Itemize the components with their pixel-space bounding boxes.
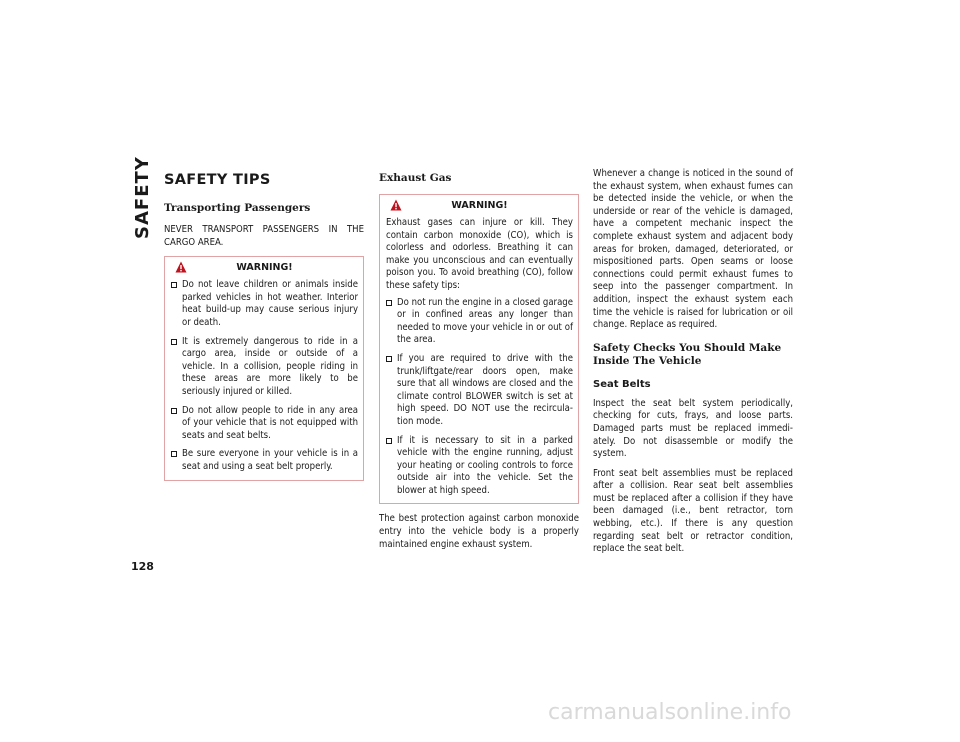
subhead-safety-checks: Safety Checks You Should Make Inside The Vehicle <box>593 341 782 367</box>
warning-list <box>386 297 573 498</box>
list-item: It is extremely dangerous to ride in a cargo area, inside or outside of a vehicle. In a collision, people riding in these areas are more likely to be seriously injured or killed. <box>171 336 358 399</box>
list-item: Do not run the engine in a closed garage or in confined areas any longer than needed to move your vehicle in or out of the area. <box>386 297 573 347</box>
subhead-transporting-passengers: Transporting Passengers <box>164 202 311 214</box>
warning-label: WARNING! <box>236 262 293 274</box>
checkbox-bullet-icon <box>171 408 177 414</box>
checkbox-bullet-icon <box>171 339 177 345</box>
column-middle <box>379 168 579 558</box>
warning-header <box>171 257 358 279</box>
section-title: SAFETY TIPS <box>164 172 271 188</box>
list-item: If it is necessary to sit in a parked vehicle with the engine running, adjust your heating or cooling controls to force outside air into the vehicle. Set the blower at high speed. <box>386 435 573 498</box>
warning-list <box>171 279 358 473</box>
checkbox-bullet-icon <box>171 282 177 288</box>
subhead-seat-belts: Seat Belts <box>593 378 651 390</box>
list-item: Be sure everyone in your vehicle is in a seat and using a seat belt properly. <box>171 448 358 473</box>
list-item: Do not leave children or animals inside parked vehicles in hot weather. Interior heat build-up may cause serious injury or death. <box>171 279 358 329</box>
checkbox-bullet-icon <box>171 451 177 457</box>
list-item: If you are required to drive with the trunk/liftgate/rear doors open, make sure that all windows are closed and the climate control BLOWER switch is set at high speed. DO NOT use the recircula-tion mode. <box>386 353 573 429</box>
seat-belt-replace-paragraph: Front seat belt assemblies must be replaced after a collision. Rear seat belt assemblies must be replaced after a collision if they have been damaged (i.e., bent retractor, torn webbing, etc.). If there is any question regarding seat belt or retractor condition, replace the seat belt. <box>593 467 793 555</box>
column-right <box>593 168 793 563</box>
warning-triangle-icon <box>175 261 187 273</box>
exhaust-inspection-paragraph: Whenever a change is noticed in the sound of the exhaust system, when exhaust fumes can be detected inside the vehicle, or when the underside or rear of the vehicle is damaged, have a competent mechanic inspect the complete exhaust system and adjacent body areas for broken, damaged, deteriorated, or mispositioned parts. Open seams or loose connections could permit exhaust fumes to seep into the passenger compartment. In addition, inspect the exhaust system each time the vehicle is raised for lubrication or oil change. Replace as required. <box>593 168 793 331</box>
section-tab-label: SAFETY <box>132 156 153 239</box>
watermark: carmanualsonline.info <box>548 700 792 725</box>
checkbox-bullet-icon <box>386 438 392 444</box>
exhaust-protection-paragraph: The best protection against carbon monoxide entry into the vehicle body is a properly maintained engine exhaust system. <box>379 513 579 550</box>
warning-triangle-icon <box>390 199 402 211</box>
column-left <box>164 168 364 481</box>
subhead-exhaust-gas: Exhaust Gas <box>379 172 452 184</box>
warning-box-exhaust <box>379 194 579 504</box>
list-item: Do not allow people to ride in any area of your vehicle that is not equipped with seats and seat belts. <box>171 405 358 443</box>
checkbox-bullet-icon <box>386 356 392 362</box>
intro-paragraph: NEVER TRANSPORT PASSENGERS IN THE CARGO AREA. <box>164 224 364 248</box>
warning-label: WARNING! <box>451 200 508 211</box>
warning-lead: Exhaust gases can injure or kill. They contain carbon monoxide (CO), which is colorless and odorless. Breathing it can make you unconscious and can eventually poison you. To avoid breathing (CO), follow these safety tips: <box>386 217 573 291</box>
warning-header <box>386 195 573 217</box>
checkbox-bullet-icon <box>386 300 392 306</box>
section-tab <box>132 156 154 239</box>
page-number: 128 <box>131 560 154 573</box>
seat-belt-inspect-paragraph: Inspect the seat belt system periodically, checking for cuts, frays, and loose parts. Damaged parts must be replaced immedi-ately. Do not disassemble or modify the system. <box>593 397 793 460</box>
warning-box-passengers <box>164 256 364 480</box>
